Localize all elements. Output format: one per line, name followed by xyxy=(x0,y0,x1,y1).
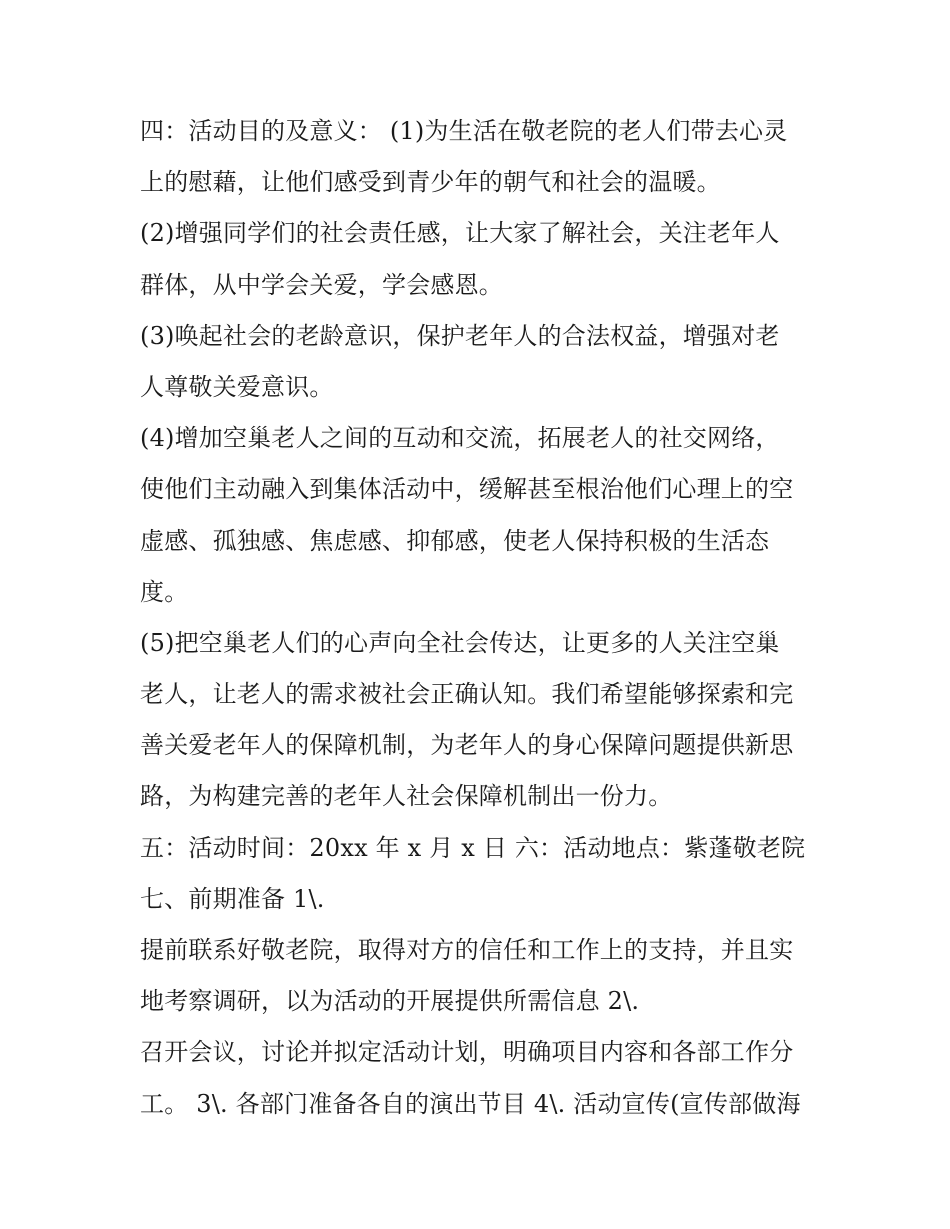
text-line: 五：活动时间：20xx 年 x 月 x 日 六：活动地点：紫蓬敬老院 xyxy=(140,833,806,862)
text-line: 地考察调研，以为活动的开展提供所需信息 2\. xyxy=(140,987,640,1016)
text-line: 度。 xyxy=(140,577,189,606)
text-line: 虚感、孤独感、焦虑感、抑郁感，使老人保持积极的生活态 xyxy=(140,526,770,555)
document-body xyxy=(140,106,820,1130)
text-line: 上的慰藉，让他们感受到青少年的朝气和社会的温暖。 xyxy=(140,168,721,197)
text-line: 善关爱老年人的保障机制，为老年人的身心保障问题提供新思 xyxy=(140,731,794,760)
text-line: (2)增强同学们的社会责任感，让大家了解社会，关注老年人 xyxy=(140,219,780,248)
text-line: 老人，让老人的需求被社会正确认知。我们希望能够探索和完 xyxy=(140,680,794,709)
text-line: 工。 3\. 各部门准备各自的演出节目 4\. 活动宣传(宣传部做海 xyxy=(140,1089,801,1118)
text-line: 提前联系好敬老院，取得对方的信任和工作上的支持，并且实 xyxy=(140,936,794,964)
text-line: 使他们主动融入到集体活动中，缓解甚至根治他们心理上的空 xyxy=(140,475,794,504)
text-line: (4)增加空巢老人之间的互动和交流，拓展老人的社交网络， xyxy=(140,424,780,453)
text-line: 路，为构建完善的老年人社会保障机制出一份力。 xyxy=(140,782,673,811)
text-line: 四：活动目的及意义： (1)为生活在敬老院的老人们带去心灵 xyxy=(140,117,788,145)
text-line: 群体，从中学会关爱，学会感恩。 xyxy=(140,270,503,299)
text-line: (3)唤起社会的老龄意识，保护老年人的合法权益，增强对老 xyxy=(140,321,780,350)
text-line: 人尊敬关爱意识。 xyxy=(140,372,334,401)
text-line: 召开会议，讨论并拟定活动计划，明确项目内容和各部工作分 xyxy=(140,1038,794,1067)
text-line: (5)把空巢老人们的心声向全社会传达，让更多的人关注空巢 xyxy=(140,628,780,657)
text-line: 七、前期准备 1\. xyxy=(140,884,325,913)
